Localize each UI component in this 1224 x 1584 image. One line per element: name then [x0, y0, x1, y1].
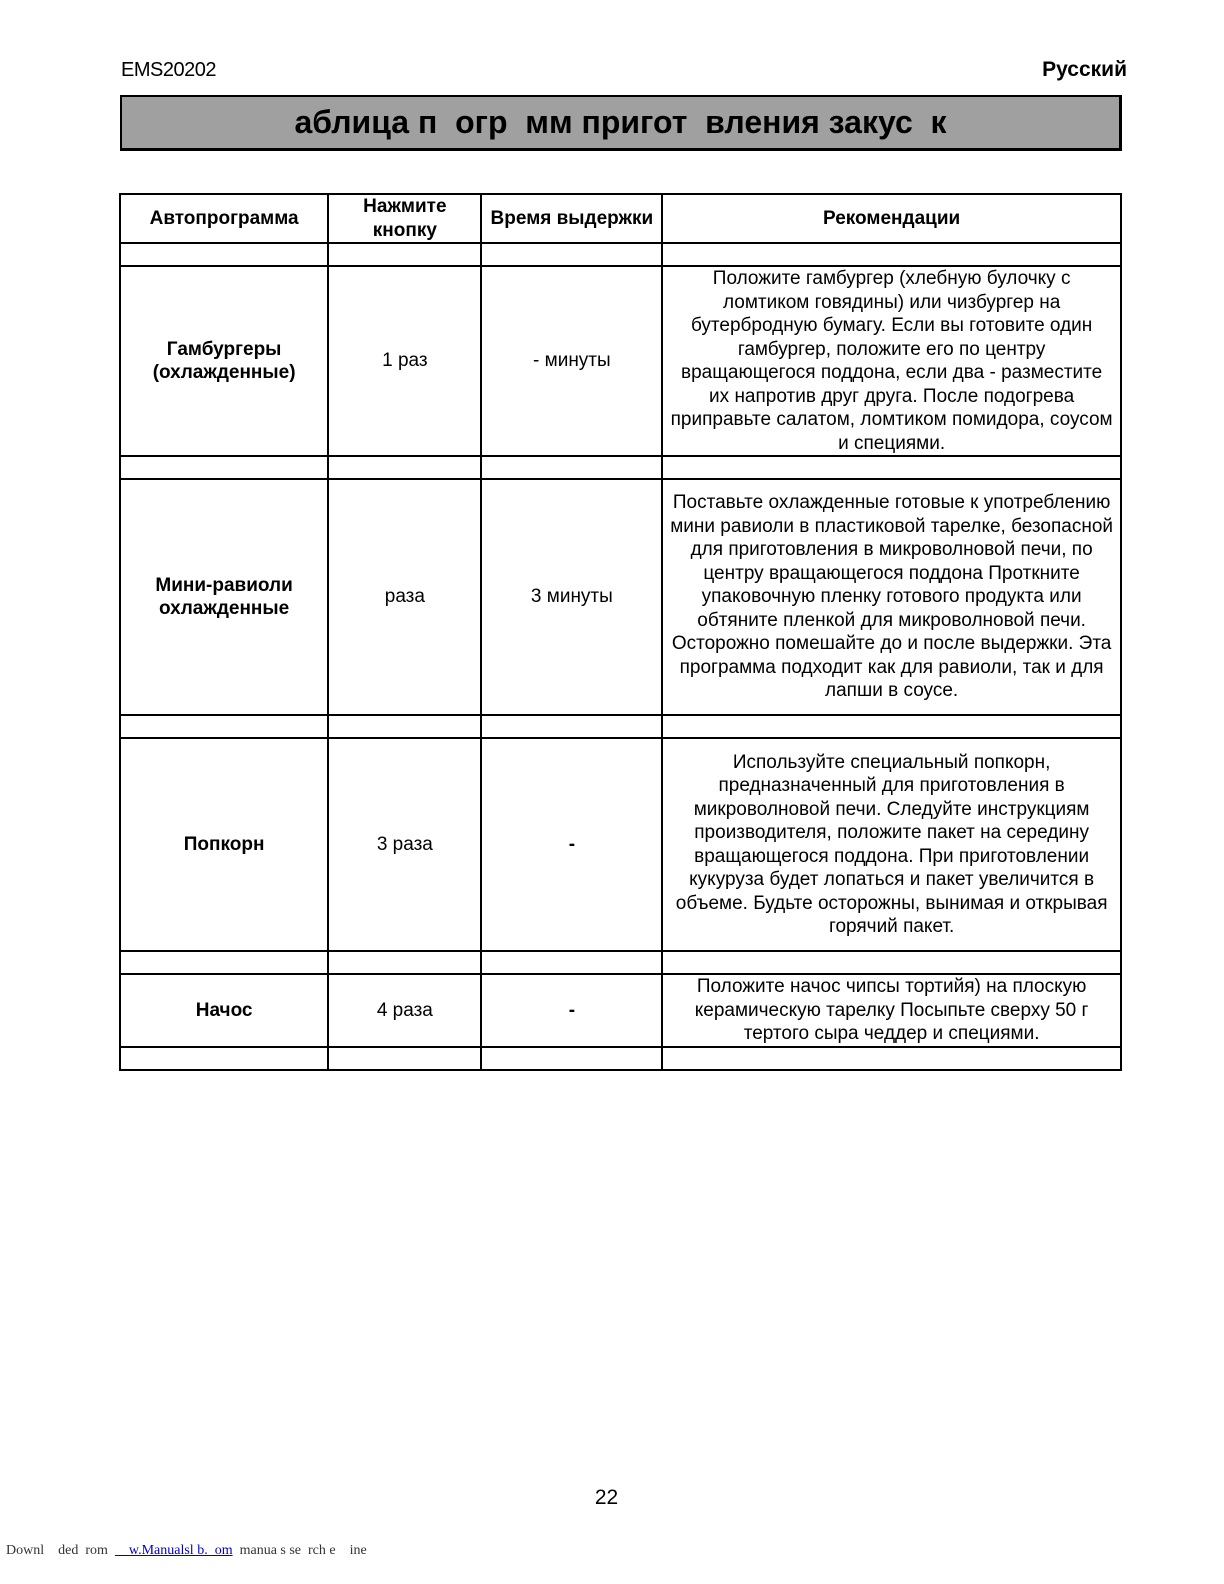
spacer-row: [120, 1047, 1121, 1070]
language-label: Русский: [1042, 58, 1127, 81]
recommendation: Используйте специальный попкорн, предназначенный для приготовления в микроволновой печи. Следуйте инструкциям производителя, положите пакет на середину вращающегося поддона. При приготовлении кукуруза будет лопаться и пакет увеличится в объеме. Будьте осторожны, вынимая и открывая горячий пакет.: [662, 738, 1121, 951]
footer-prefix: Downl ded rom: [6, 1543, 115, 1558]
footer-link[interactable]: w.Manualsl b. om: [114, 1543, 233, 1558]
press-count: 4 раза: [328, 974, 481, 1047]
table-row: [120, 266, 1121, 456]
spacer-row: [120, 456, 1121, 479]
download-footer: [6, 1543, 367, 1559]
column-header-program: Автопрограмма: [120, 194, 328, 243]
column-header-time: Время выдержки: [481, 194, 662, 243]
program-name: Попкорн: [120, 738, 328, 951]
program-name: Начос: [120, 974, 328, 1047]
standing-time: - минуты: [481, 266, 662, 456]
table-row: [120, 974, 1121, 1047]
program-name: Гамбургеры (охлажденные): [120, 266, 328, 456]
table-row: [120, 479, 1121, 715]
recommendation: Поставьте охлажденные готовые к употреблению мини равиоли в пластиковой тарелке, безопасной для приготовления в микроволновой печи, по центру вращающегося поддона Проткните упаковочную пленку готового продукта или обтяните пленкой для микроволновой печи. Осторожно помешайте до и после выдержки. Эта программа подходит как для равиоли, так и для лапши в соусе.: [662, 479, 1121, 715]
page-number: 22: [594, 1486, 619, 1509]
table-row: [120, 738, 1121, 951]
press-count: раза: [328, 479, 481, 715]
auto-program-table: [119, 193, 1122, 1071]
page-title: аблица п огр мм пригот вления закус к: [120, 95, 1122, 151]
standing-time: -: [481, 738, 662, 951]
recommendation: Положите гамбургер (хлебную булочку с ломтиком говядины) или чизбургер на бутербродную бумагу. Если вы готовите один гамбургер, положите его по центру вращающегося поддона, если два - разместите их напротив друг друга. После подогрева приправьте салатом, ломтиком помидора, соусом и специями.: [662, 266, 1121, 456]
table-header-row: [120, 194, 1121, 243]
press-count: 1 раз: [328, 266, 481, 456]
model-number: EMS20202: [121, 59, 216, 81]
press-count: 3 раза: [328, 738, 481, 951]
spacer-row: [120, 951, 1121, 974]
column-header-press: Нажмите кнопку: [328, 194, 481, 243]
spacer-row: [120, 243, 1121, 266]
spacer-row: [120, 715, 1121, 738]
footer-suffix: manua s se rch e ine: [232, 1543, 367, 1558]
program-name: Мини-равиоли охлажденные: [120, 479, 328, 715]
column-header-recommendations: Рекомендации: [662, 194, 1121, 243]
standing-time: -: [481, 974, 662, 1047]
standing-time: 3 минуты: [481, 479, 662, 715]
recommendation: Положите начос чипсы тортийя) на плоскую керамическую тарелку Посыпьте сверху 50 г тертого сыра чеддер и специями.: [662, 974, 1121, 1047]
